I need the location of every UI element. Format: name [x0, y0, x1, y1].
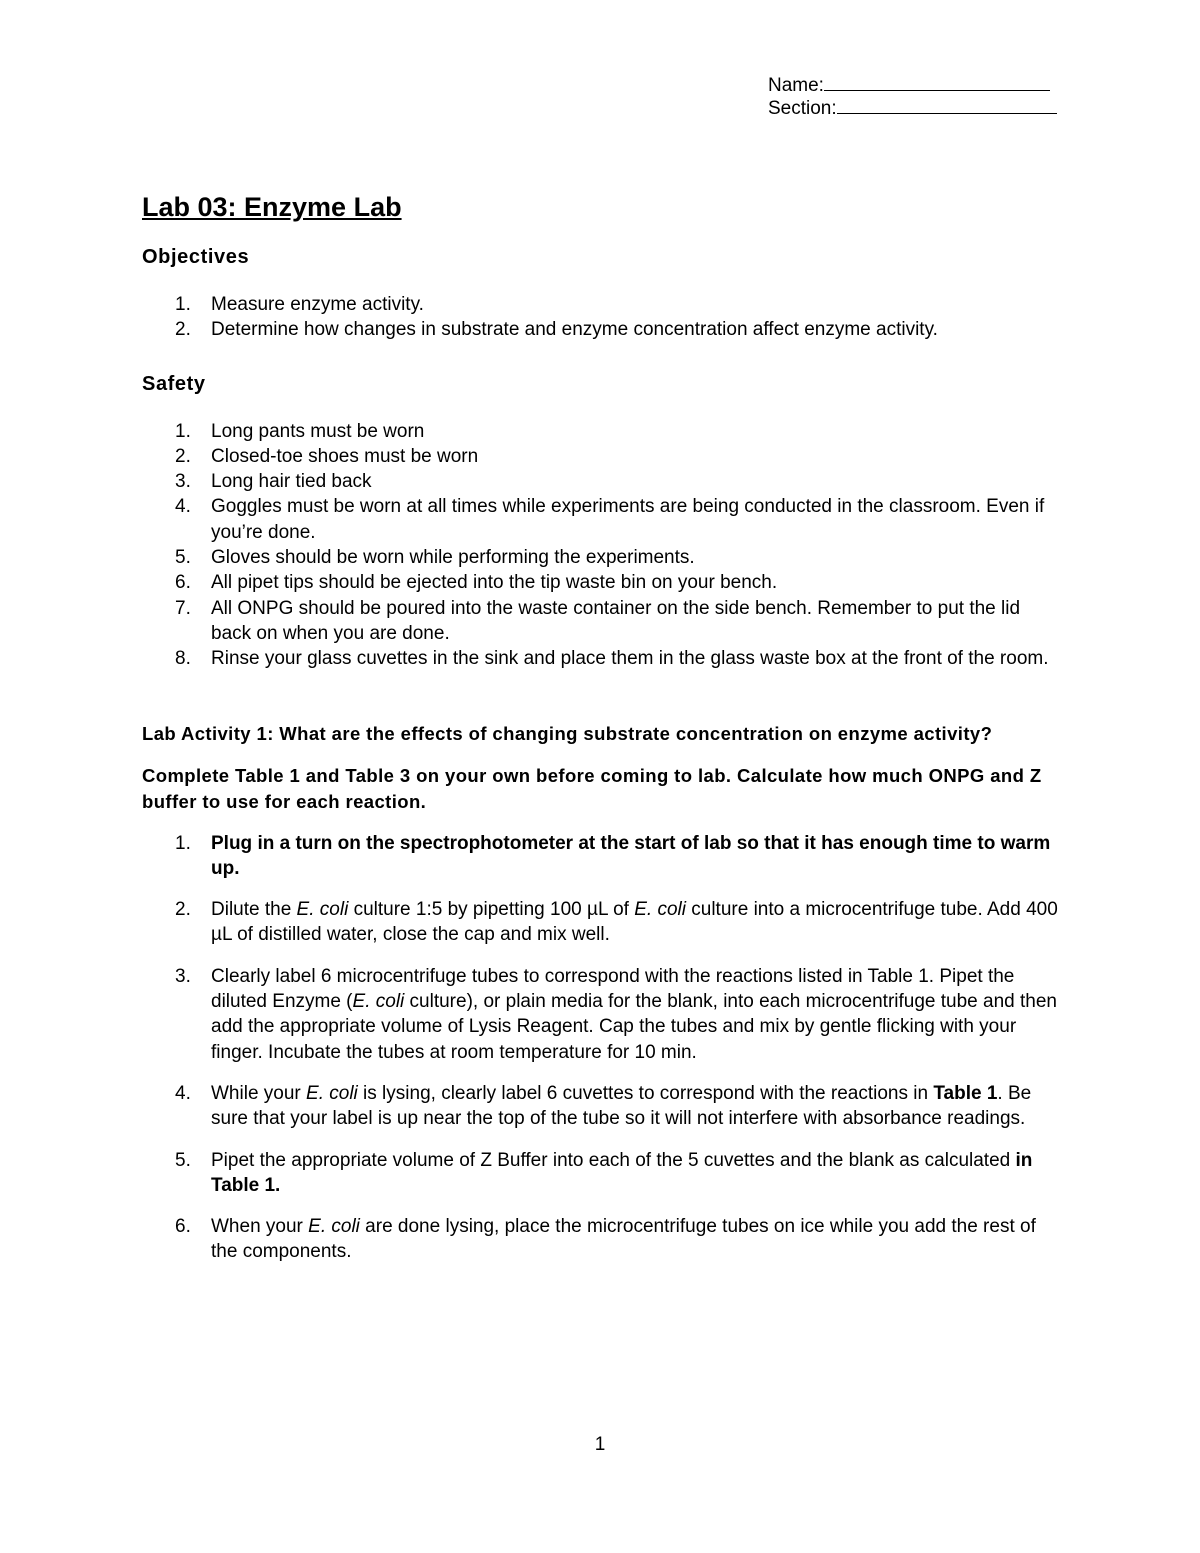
objectives-heading: Objectives — [142, 246, 250, 268]
safety-item — [142, 596, 1062, 647]
safety-text: Long pants must be worn — [211, 420, 425, 442]
step-text: Dilute the — [211, 899, 297, 921]
safety-item — [142, 419, 1062, 444]
section-blank-line[interactable] — [837, 95, 1057, 114]
step-number: 1. — [175, 832, 191, 854]
safety-item — [142, 646, 1062, 671]
safety-text: Long hair tied back — [211, 471, 372, 493]
safety-number: 2. — [175, 445, 191, 467]
step-text: culture), or plain media for the blank, into each microcentrifuge tube and then add the appropriate volume of Lysis Reagent. Cap the tubes and mix by gentle flicking with your finger. Incubate the tubes at room temperature for 10 min. — [211, 991, 1057, 1063]
safety-text: Goggles must be worn at all times while experiments are being conducted in the classroom. Even if you’re done. — [211, 496, 1045, 543]
step-text: When your — [211, 1216, 309, 1238]
safety-item — [142, 444, 1062, 469]
safety-item — [142, 469, 1062, 494]
name-label: Name: — [768, 75, 824, 96]
safety-item — [142, 570, 1062, 595]
table-reference: in Table 1. — [211, 1149, 1033, 1196]
step-text: culture 1:5 by pipetting 100 µL of — [348, 899, 635, 921]
procedure-step — [142, 1214, 1062, 1265]
section-label: Section: — [768, 98, 837, 119]
step-number: 2. — [175, 899, 191, 921]
procedure-step — [142, 964, 1062, 1065]
safety-text: Closed-toe shoes must be worn — [211, 445, 479, 467]
safety-item — [142, 494, 1062, 545]
safety-list — [142, 419, 1062, 672]
step-text: While your — [211, 1082, 307, 1104]
page-title: Lab 03: Enzyme Lab — [142, 192, 402, 222]
safety-number: 8. — [175, 648, 191, 670]
safety-text: Rinse your glass cuvettes in the sink and place them in the glass waste box at the front of the room. — [211, 648, 1049, 670]
step-number: 5. — [175, 1149, 191, 1171]
objective-item — [142, 317, 1062, 342]
table-reference: Table 1 — [933, 1082, 998, 1104]
step-text: are done lysing, place the microcentrifuge tubes on ice while you add the rest of the components. — [211, 1216, 1036, 1263]
organism-name: E. coli — [352, 991, 405, 1013]
objective-number: 2. — [175, 319, 191, 341]
procedure-step — [142, 897, 1062, 948]
document-body — [142, 190, 1062, 1281]
objective-text: Measure enzyme activity. — [211, 294, 424, 315]
procedure-step — [142, 1081, 1062, 1132]
step-text: culture into a microcentrifuge tube. Add 400 µL of distilled water, close the cap and mix well. — [211, 899, 1058, 946]
step-text: Clearly label 6 microcentrifuge tubes to correspond with the reactions listed in Table 1. Pipet the diluted Enzyme ( — [211, 965, 1015, 1013]
safety-number: 3. — [175, 471, 191, 493]
page-number: 1 — [594, 1434, 606, 1455]
safety-text: All pipet tips should be ejected into the tip waste bin on your bench. — [211, 572, 778, 594]
objective-item — [142, 292, 1062, 317]
step-number: 3. — [175, 965, 191, 987]
activity-instructions: Complete Table 1 and Table 3 on your own before coming to lab. Calculate how much ONPG and Z buffer to use for each reaction. — [142, 764, 1042, 812]
step-number: 6. — [175, 1216, 191, 1238]
organism-name: E. coli — [634, 899, 686, 921]
safety-number: 6. — [175, 572, 191, 594]
objectives-list — [142, 292, 1062, 343]
activity-heading: Lab Activity 1: What are the effects of changing substrate concentration on enzyme activity? — [142, 722, 993, 744]
step-number: 4. — [175, 1082, 191, 1104]
safety-number: 1. — [175, 420, 191, 442]
safety-number: 5. — [175, 547, 191, 569]
organism-name: E. coli — [296, 899, 349, 921]
safety-number: 4. — [175, 496, 191, 518]
name-blank-line[interactable] — [824, 72, 1050, 91]
step-text: Plug in a turn on the spectrophotometer at the start of lab so that it has enough time to warm up. — [211, 832, 1051, 879]
name-field[interactable] — [768, 72, 1050, 97]
procedure-step — [142, 831, 1062, 882]
safety-item — [142, 545, 1062, 570]
procedure-steps — [142, 831, 1062, 1265]
safety-text: All ONPG should be poured into the waste container on the side bench. Remember to put the lid back on when you are done. — [211, 597, 1021, 644]
step-text: Pipet the appropriate volume of Z Buffer into each of the 5 cuvettes and the blank as calculated — [211, 1149, 1016, 1171]
safety-number: 7. — [175, 597, 191, 619]
organism-name: E. coli — [306, 1082, 358, 1104]
objective-number: 1. — [175, 294, 191, 315]
procedure-step — [142, 1148, 1062, 1199]
objective-text: Determine how changes in substrate and enzyme concentration affect enzyme activity. — [211, 319, 938, 341]
section-field[interactable] — [768, 95, 1057, 120]
organism-name: E. coli — [308, 1216, 360, 1238]
step-text: . Be sure that your label is up near the top of the tube so it will not interfere with absorbance readings. — [211, 1082, 1032, 1130]
safety-heading: Safety — [142, 372, 206, 395]
safety-text: Gloves should be worn while performing the experiments. — [211, 547, 695, 569]
step-text: is lysing, clearly label 6 cuvettes to correspond with the reactions in — [357, 1082, 934, 1104]
